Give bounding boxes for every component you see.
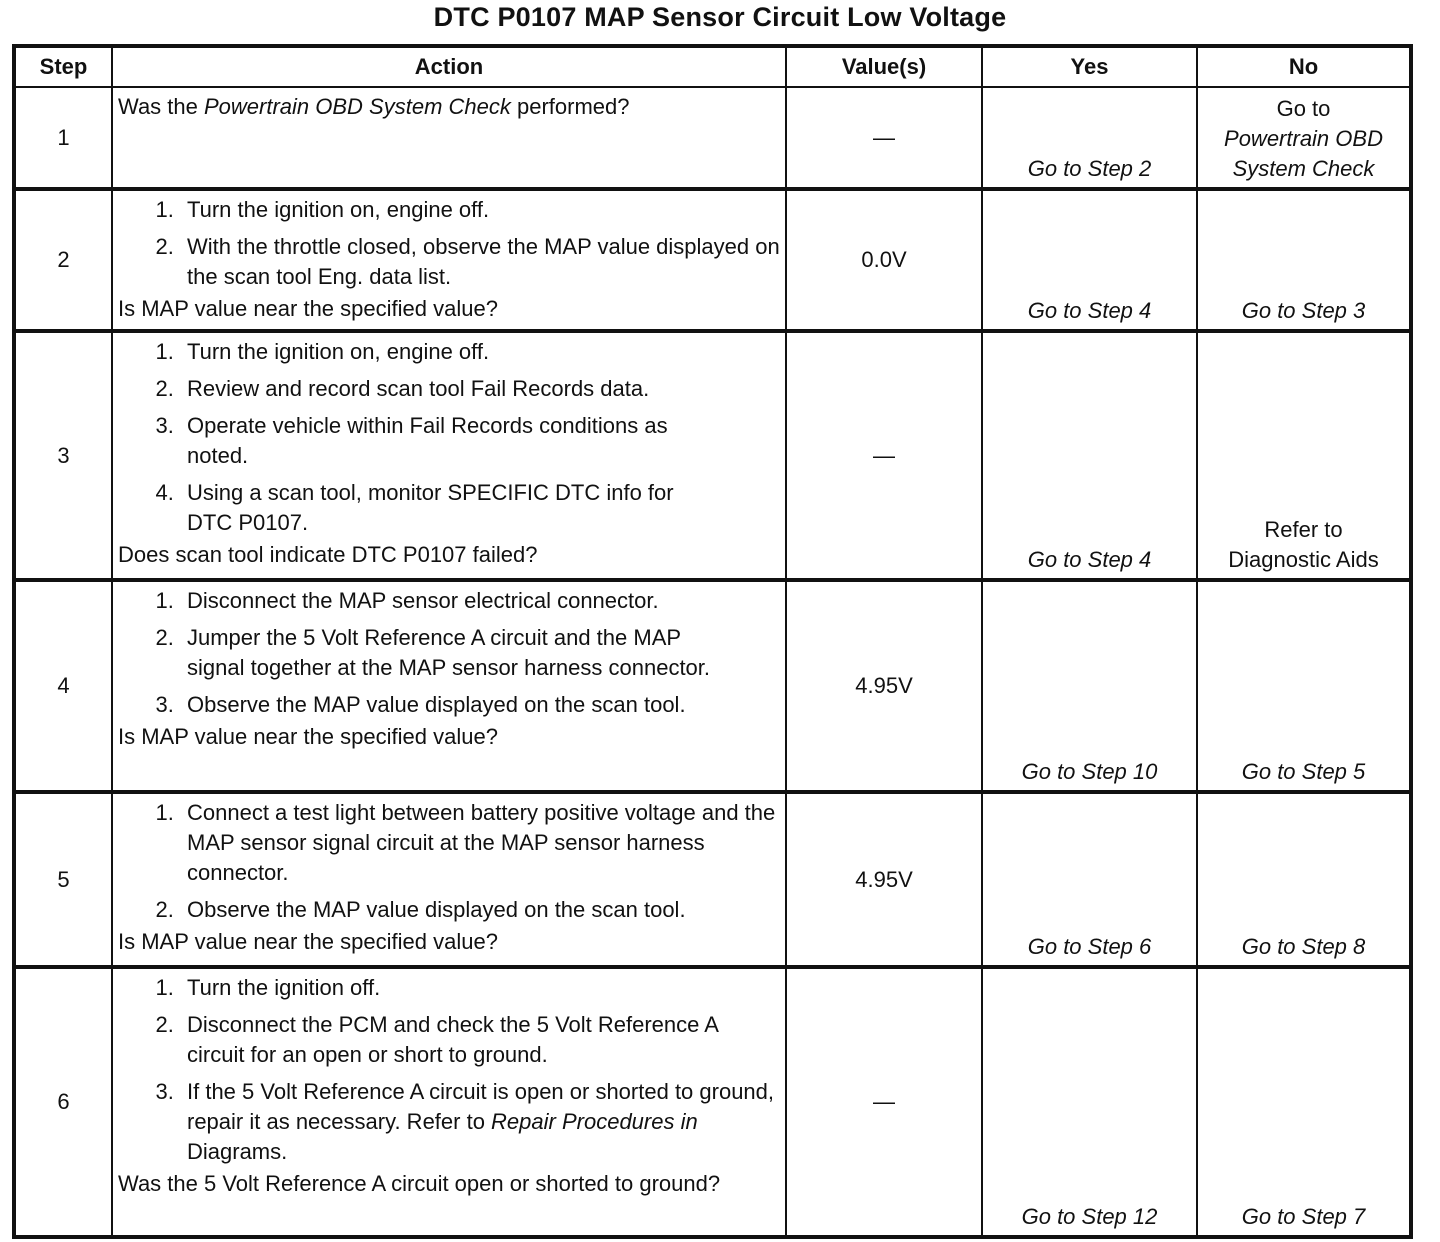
table-row: [14, 792, 1411, 967]
step-number: 4: [14, 580, 112, 792]
procedure-reference: Powertrain OBD System Check: [204, 94, 511, 119]
table-row: [14, 580, 1411, 792]
no-cell: Go to Step 8: [1197, 792, 1411, 967]
value-cell: —: [786, 87, 982, 189]
header-row: [14, 46, 1411, 87]
header-step: Step: [14, 46, 112, 87]
action-step: 1. Turn the ignition on, engine off.: [180, 337, 781, 367]
no-cell: Go to Step 7: [1197, 967, 1411, 1237]
action-step: 1. Disconnect the MAP sensor electrical connector.: [180, 586, 781, 616]
action-cell: [112, 189, 786, 331]
no-cell: Go to Step 5: [1197, 580, 1411, 792]
no-text: Refer to: [1264, 517, 1343, 542]
action-step: 2. Jumper the 5 Volt Reference A circuit and the MAP signal together at the MAP sensor harness connector.: [180, 623, 781, 683]
table-row: [14, 331, 1411, 580]
step-number: 2: [14, 189, 112, 331]
yes-cell: Go to Step 4: [982, 331, 1197, 580]
action-step: 2. Observe the MAP value displayed on the scan tool.: [180, 895, 781, 925]
yes-cell: Go to Step 12: [982, 967, 1197, 1237]
action-step: 3. Observe the MAP value displayed on the scan tool.: [180, 690, 781, 720]
yes-cell: Go to Step 4: [982, 189, 1197, 331]
action-step: 3. Operate vehicle within Fail Records conditions as noted.: [180, 411, 781, 471]
value-cell: —: [786, 967, 982, 1237]
table-row: [14, 87, 1411, 189]
value-cell: 0.0V: [786, 189, 982, 331]
action-step: 1. Turn the ignition off.: [180, 973, 781, 1003]
page-title: DTC P0107 MAP Sensor Circuit Low Voltage: [433, 2, 1007, 32]
no-cell: [1197, 87, 1411, 189]
action-step: 1. Turn the ignition on, engine off.: [180, 195, 781, 225]
step-number: 5: [14, 792, 112, 967]
value-cell: —: [786, 331, 982, 580]
no-text: Go to: [1276, 96, 1331, 121]
action-cell: [112, 792, 786, 967]
action-cell: [112, 87, 786, 189]
header-action: Action: [112, 46, 786, 87]
step-text: If the 5 Volt Reference A circuit is open or shorted to ground, repair it as necessary. Refer to: [187, 1079, 775, 1134]
step-number: 3: [14, 331, 112, 580]
step-text: Diagrams.: [187, 1139, 288, 1164]
action-cell: [112, 580, 786, 792]
action-question: [118, 92, 781, 122]
question-text: performed?: [510, 94, 630, 119]
action-step: 2. Review and record scan tool Fail Records data.: [180, 374, 781, 404]
value-cell: 4.95V: [786, 580, 982, 792]
header-yes: Yes: [982, 46, 1197, 87]
no-text: System Check: [1232, 156, 1375, 181]
table-row: [14, 189, 1411, 331]
value-cell: 4.95V: [786, 792, 982, 967]
action-question: Is MAP value near the specified value?: [118, 929, 498, 954]
header-values: Value(s): [786, 46, 982, 87]
table-row: [14, 967, 1411, 1237]
no-cell: Go to Step 3: [1197, 189, 1411, 331]
action-question: Was the 5 Volt Reference A circuit open or shorted to ground?: [118, 1171, 721, 1196]
no-text: Diagnostic Aids: [1228, 547, 1379, 572]
no-cell: [1197, 331, 1411, 580]
action-step: 2. With the throttle closed, observe the MAP value displayed on the scan tool Eng. data list.: [180, 232, 781, 292]
yes-cell: Go to Step 2: [982, 87, 1197, 189]
action-step: [180, 1077, 781, 1167]
action-question: Does scan tool indicate DTC P0107 failed?: [118, 542, 538, 567]
diagnostic-table: [12, 44, 1413, 1239]
step-number: 1: [14, 87, 112, 189]
action-cell: [112, 331, 786, 580]
step-number: 6: [14, 967, 112, 1237]
action-step: 4. Using a scan tool, monitor SPECIFIC DTC info for DTC P0107.: [180, 478, 781, 538]
question-text: Was the: [118, 94, 204, 119]
yes-cell: Go to Step 6: [982, 792, 1197, 967]
no-text: Powertrain OBD: [1224, 126, 1383, 151]
action-question: Is MAP value near the specified value?: [118, 724, 498, 749]
yes-cell: Go to Step 10: [982, 580, 1197, 792]
action-question: Is MAP value near the specified value?: [118, 296, 498, 321]
procedure-reference: Repair Procedures in: [491, 1109, 698, 1134]
action-cell: [112, 967, 786, 1237]
action-step: 2. Disconnect the PCM and check the 5 Volt Reference A circuit for an open or short to ground.: [180, 1010, 781, 1070]
action-step: 1. Connect a test light between battery positive voltage and the MAP sensor signal circuit at the MAP sensor harness connector.: [180, 798, 781, 888]
header-no: No: [1197, 46, 1411, 87]
